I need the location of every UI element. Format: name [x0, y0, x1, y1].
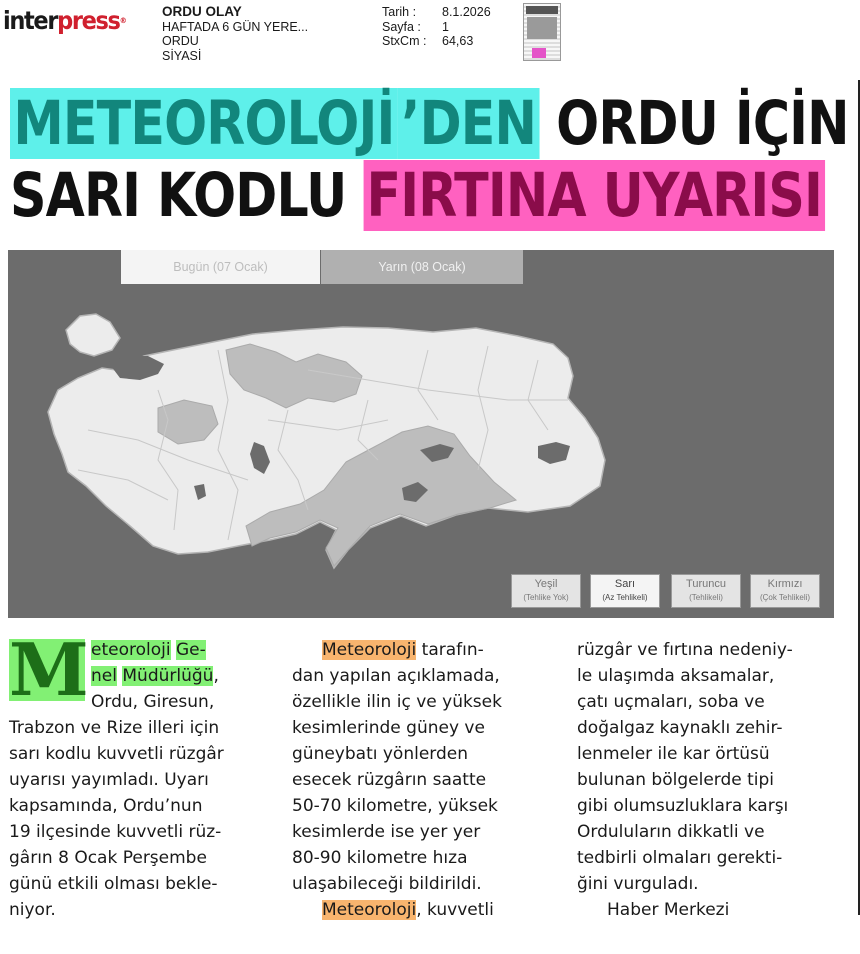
text-comma: , — [213, 666, 219, 686]
legend-red — [750, 574, 820, 608]
legend-red-label: Kırmızı — [767, 578, 803, 590]
interpress-logo — [3, 6, 127, 36]
text-line: dan yapılan açıklamada, — [292, 666, 500, 686]
text-line: esecek rüzgârın saatte — [292, 770, 487, 790]
text-line: rüzgâr ve fırtına nedeniy- — [577, 640, 793, 660]
text-line: günü etkili olması bekle- — [9, 874, 218, 894]
stxcm-row — [382, 34, 491, 49]
tab-tomorrow[interactable]: Yarın (08 Ocak) — [321, 250, 523, 284]
highlight-meteoroloji: eteoroloji — [91, 640, 171, 660]
headline-line-2 — [10, 160, 849, 232]
headline-line-1 — [10, 88, 849, 160]
weather-warning-map — [8, 250, 834, 618]
text-line: doğalgaz kaynaklı zehir- — [577, 718, 783, 738]
text-fragment: tarafın- — [416, 640, 484, 660]
logo-registered-mark: ® — [119, 16, 127, 25]
text-line: bulunan bölgelerde tipi — [577, 770, 775, 790]
text-line: kapsamında, Ordu’nun — [9, 796, 203, 816]
text-line: çatı uçmaları, soba ve — [577, 692, 765, 712]
page-thumbnail[interactable] — [523, 3, 561, 61]
publication-name: ORDU OLAY — [162, 4, 242, 19]
logo-text-inter: inter — [3, 6, 58, 35]
text-line: kesimlerinde güney ve — [292, 718, 485, 738]
publication-section: SİYASİ — [162, 48, 202, 63]
highlight-nel: nel — [91, 666, 117, 686]
publication-info — [162, 5, 362, 63]
legend-green — [511, 574, 581, 608]
text-line: gibi olumsuzluklara karşı — [577, 796, 789, 816]
legend-red-desc: (Çok Tehlikeli) — [759, 593, 811, 602]
thumbnail-masthead — [526, 6, 558, 14]
text-line: gârın 8 Ocak Perşembe — [9, 848, 207, 868]
headline-suffix-den: ’DEN — [398, 88, 540, 159]
legend-yellow — [590, 574, 660, 608]
tab-today[interactable]: Bugün (07 Ocak) — [121, 250, 320, 284]
date-row — [382, 5, 491, 20]
legend-orange — [671, 574, 741, 608]
byline-text: Haber Merkezi — [607, 900, 730, 920]
headline-text-ordu-icin: ORDU İÇİN — [539, 88, 849, 159]
stxcm-label: StxCm : — [382, 34, 427, 48]
text-line — [292, 637, 547, 663]
headline-text-sari-kodlu: SARI KODLU — [10, 160, 364, 231]
text-line: Trabzon ve Rize illeri için — [9, 718, 220, 738]
clipping-details — [382, 5, 491, 49]
headline — [10, 88, 849, 232]
thumbnail-photo — [527, 17, 557, 39]
page-row — [382, 20, 491, 35]
highlight-meteoroloji: Meteoroloji — [322, 640, 417, 660]
date-value: 8.1.2026 — [442, 5, 491, 19]
text-line: 80-90 kilometre hıza — [292, 848, 468, 868]
text-line: 19 ilçesinde kuvvetli rüz- — [9, 822, 222, 842]
headline-highlight-firtina-uyarisi: FIRTINA UYARISI — [363, 160, 825, 231]
text-line: özellikle ilin iç ve yüksek — [292, 692, 502, 712]
legend-yellow-label: Sarı — [614, 578, 636, 590]
text-line: Ordu, Giresun, — [91, 692, 215, 712]
legend-green-label: Yeşil — [534, 578, 558, 590]
text-line: sarı kodlu kuvvetli rüzgâr — [9, 744, 224, 764]
text-line: Orduluların dikkatli ve — [577, 822, 765, 842]
publication-city: ORDU — [162, 34, 199, 48]
highlight-genel: Ge- — [175, 640, 206, 660]
highlight-mudurlugu: Müdürlüğü — [122, 666, 214, 686]
text-line: le ulaşımda aksamalar, — [577, 666, 775, 686]
text-line: ulaşabileceği bildirildi. — [292, 874, 482, 894]
thumbnail-clip-marker — [532, 48, 546, 58]
legend-green-desc: (Tehlike Yok) — [523, 593, 569, 602]
article-column-2 — [292, 637, 547, 923]
text-line — [292, 897, 547, 923]
text-line: uyarısı yayımladı. Uyarı — [9, 770, 209, 790]
drop-cap: M — [9, 627, 89, 712]
thrace-land — [66, 314, 120, 356]
text-line: kesimlerde ise yer yer — [292, 822, 481, 842]
page-label: Sayfa : — [382, 19, 421, 34]
headline-highlight-meteoroloji: METEOROLOJİ — [10, 88, 398, 159]
text-line: niyor. — [9, 900, 56, 920]
text-line: ğini vurguladı. — [577, 874, 699, 894]
logo-text-press: press — [57, 6, 120, 35]
article-column-1 — [9, 627, 264, 923]
text-fragment: , kuvvetli — [416, 900, 494, 920]
date-label: Tarih : — [382, 5, 417, 19]
publication-frequency: HAFTADA 6 GÜN YERE... — [162, 19, 309, 34]
turkey-map-graphic — [8, 250, 834, 618]
article-column-3 — [577, 637, 847, 923]
text-line: tedbirli olmaları gerekti- — [577, 848, 783, 868]
text-line: güneybatı yönlerden — [292, 744, 468, 764]
page-value: 1 — [442, 19, 449, 34]
legend-orange-desc: (Tehlikeli) — [689, 593, 723, 602]
stxcm-value: 64,63 — [442, 34, 474, 48]
byline — [577, 897, 847, 923]
text-line: 50-70 kilometre, yüksek — [292, 796, 498, 816]
legend-orange-label: Turuncu — [686, 578, 726, 590]
text-line: lenmeler ile kar örtüsü — [577, 744, 770, 764]
highlight-meteoroloji: Meteoroloji — [322, 900, 417, 920]
legend-yellow-desc: (Az Tehlikeli) — [602, 593, 648, 602]
